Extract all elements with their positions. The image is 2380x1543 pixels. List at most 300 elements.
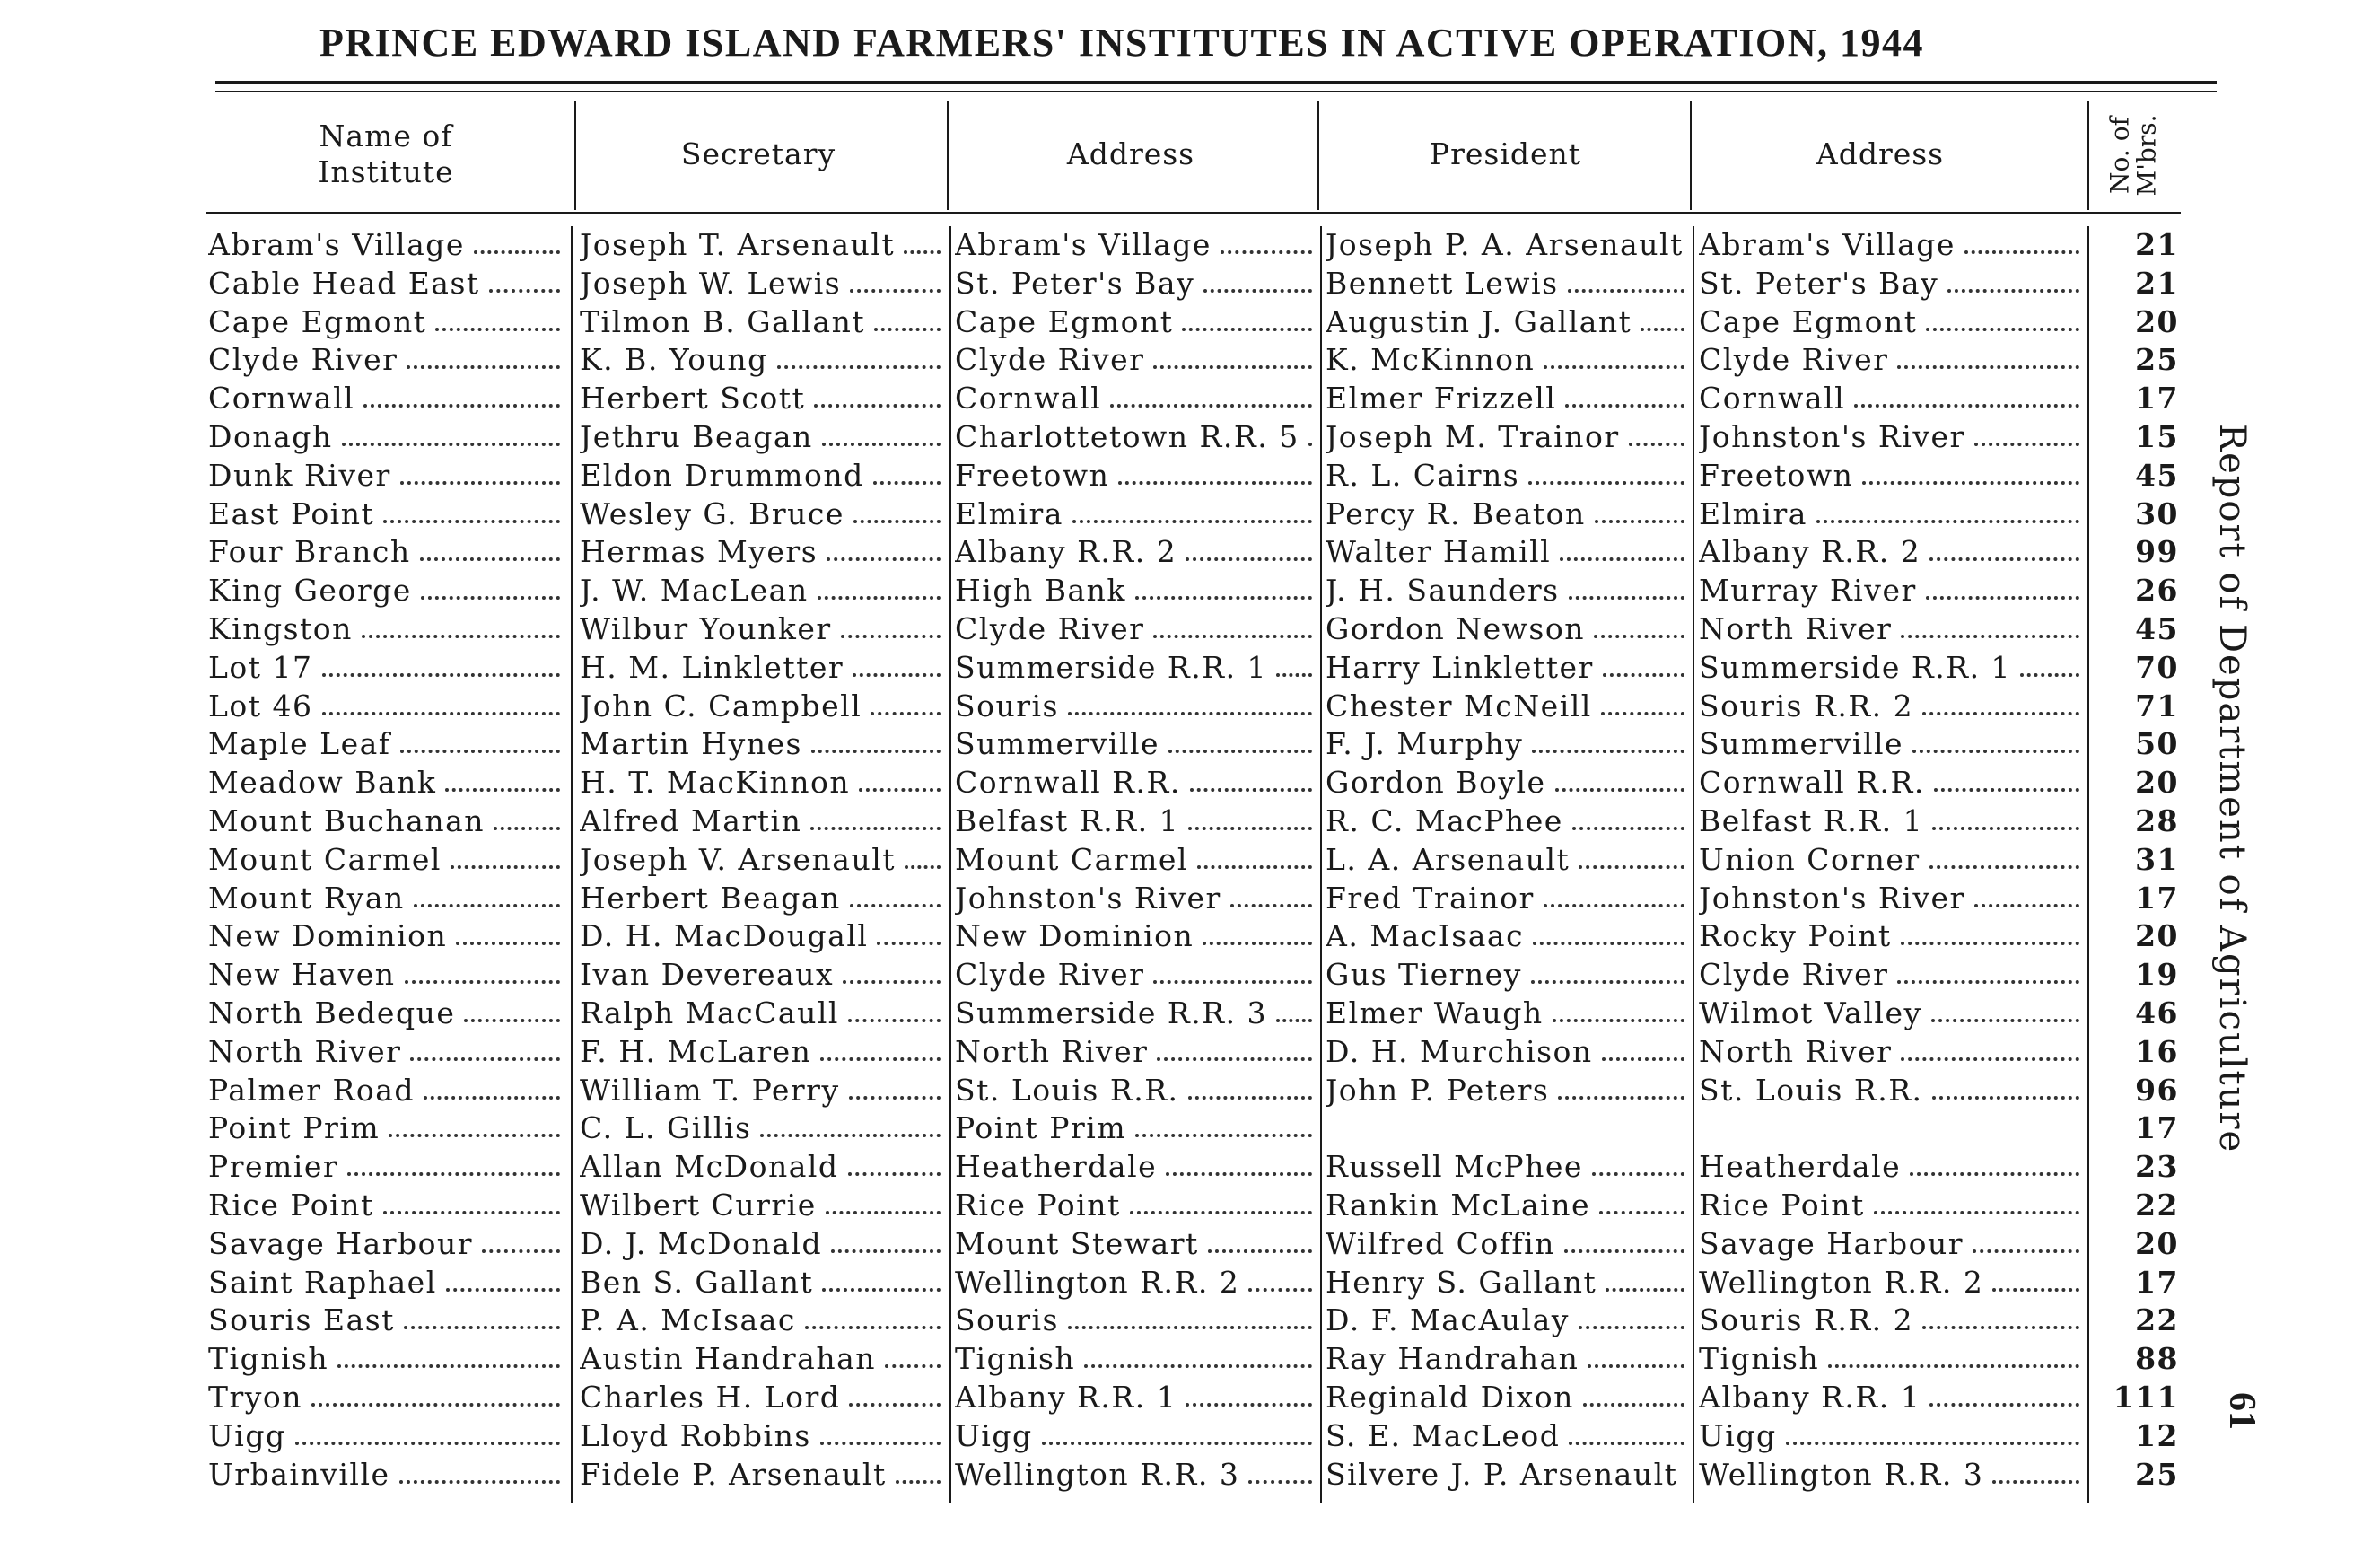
cell-secretary bbox=[580, 1456, 946, 1494]
cell-president-text: Gus Tierney bbox=[1326, 957, 1522, 993]
cell-president-address bbox=[1699, 380, 2085, 417]
table-row bbox=[0, 265, 2380, 303]
leader-dots bbox=[383, 1211, 560, 1214]
cell-president-text: R. C. MacPhee bbox=[1326, 802, 1563, 838]
leader-dots bbox=[843, 980, 941, 984]
leader-dots bbox=[1203, 942, 1312, 945]
cell-secretary-address-text: Clyde River bbox=[955, 342, 1145, 378]
table-row bbox=[0, 1264, 2380, 1302]
leader-dots bbox=[1901, 1057, 2079, 1061]
cell-president-address bbox=[1699, 1417, 2085, 1455]
cell-secretary-text: William T. Perry bbox=[580, 1072, 840, 1108]
header-secretary-address: Address bbox=[1066, 136, 1195, 171]
cell-institute bbox=[208, 1109, 565, 1147]
cell-president-text: Chester McNeill bbox=[1326, 688, 1592, 723]
cell-institute-text: Abram's Village bbox=[208, 227, 465, 262]
cell-members: 71 bbox=[2135, 688, 2179, 723]
cell-president-text: Silvere J. P. Arsenault bbox=[1326, 1456, 1678, 1492]
leader-dots bbox=[1926, 328, 2079, 331]
cell-secretary bbox=[580, 1379, 946, 1416]
cell-president-address bbox=[1699, 1379, 2085, 1416]
cell-president bbox=[1326, 995, 1690, 1032]
cell-president-text: Joseph M. Trainor bbox=[1326, 418, 1620, 454]
cell-president-address bbox=[1699, 1456, 2085, 1494]
cell-secretary bbox=[580, 1072, 946, 1109]
cell-secretary-address bbox=[955, 572, 1317, 609]
cell-institute bbox=[208, 226, 565, 264]
leader-dots bbox=[1203, 289, 1312, 293]
cell-president-address-text: Cape Egmont bbox=[1699, 303, 1918, 339]
cell-secretary-address-text: Point Prim bbox=[955, 1110, 1127, 1146]
leader-dots bbox=[1974, 443, 2079, 446]
leader-dots bbox=[841, 635, 941, 638]
cell-secretary-address-text: Mount Stewart bbox=[955, 1225, 1199, 1261]
cell-secretary-address bbox=[955, 880, 1317, 917]
cell-institute bbox=[208, 1225, 565, 1263]
leader-dots bbox=[822, 443, 941, 446]
cell-secretary-address bbox=[955, 1456, 1317, 1494]
leader-dots bbox=[1166, 1172, 1312, 1176]
institutes-table bbox=[0, 226, 2380, 1494]
cell-members: 21 bbox=[2135, 265, 2179, 301]
leader-dots bbox=[1929, 557, 2079, 561]
cell-president-text: Percy R. Beaton bbox=[1326, 495, 1586, 531]
leader-dots bbox=[1579, 865, 1684, 869]
leader-dots bbox=[1947, 289, 2079, 293]
cell-secretary-address-text: New Dominion bbox=[955, 918, 1194, 954]
cell-president-address-text: Rocky Point bbox=[1699, 918, 1892, 954]
cell-institute bbox=[208, 995, 565, 1032]
table-row bbox=[0, 802, 2380, 841]
cell-president-address-text: Belfast R.R. 1 bbox=[1699, 802, 1924, 838]
cell-president-address-text: Rice Point bbox=[1699, 1187, 1865, 1223]
cell-institute bbox=[208, 802, 565, 840]
cell-secretary-address-text: Souris bbox=[955, 1302, 1059, 1338]
table-row bbox=[0, 1302, 2380, 1340]
leader-dots bbox=[1564, 1249, 1684, 1253]
cell-institute bbox=[208, 380, 565, 417]
cell-president-address-text: Albany R.R. 2 bbox=[1699, 534, 1921, 570]
leader-dots bbox=[1929, 865, 2079, 869]
cell-institute bbox=[208, 1072, 565, 1109]
cell-secretary-address-text: North River bbox=[955, 1033, 1149, 1069]
cell-members: 17 bbox=[2135, 880, 2179, 916]
cell-president-address bbox=[1699, 1340, 2085, 1378]
cell-secretary-text: Eldon Drummond bbox=[580, 457, 864, 493]
cell-institute-text: Premier bbox=[208, 1149, 339, 1185]
cell-president bbox=[1326, 495, 1690, 533]
cell-president bbox=[1326, 610, 1690, 648]
cell-members: 22 bbox=[2135, 1302, 2179, 1338]
cell-members: 17 bbox=[2135, 381, 2179, 416]
cell-secretary bbox=[580, 380, 946, 417]
leader-dots bbox=[1084, 1364, 1312, 1368]
cell-members: 70 bbox=[2135, 649, 2179, 685]
cell-institute bbox=[208, 265, 565, 302]
cell-institute-text: Kingston bbox=[208, 610, 353, 646]
cell-president-address bbox=[1699, 880, 2085, 917]
leader-dots bbox=[1901, 942, 2079, 945]
cell-president-address bbox=[1699, 1225, 2085, 1263]
cell-president bbox=[1326, 917, 1690, 955]
cell-secretary-address-text: Cornwall R.R. bbox=[955, 765, 1181, 801]
cell-institute-text: Four Branch bbox=[208, 534, 411, 570]
cell-institute bbox=[208, 649, 565, 687]
cell-secretary-text: P. A. McIsaac bbox=[580, 1302, 796, 1338]
cell-president-text: Gordon Newson bbox=[1326, 610, 1585, 646]
table-row bbox=[0, 1456, 2380, 1495]
cell-institute bbox=[208, 341, 565, 379]
cell-president bbox=[1326, 649, 1690, 687]
leader-dots bbox=[1862, 481, 2079, 485]
cell-president-address bbox=[1699, 303, 2085, 341]
leader-dots bbox=[1606, 1288, 1684, 1292]
cell-institute bbox=[208, 1302, 565, 1339]
leader-dots bbox=[818, 596, 941, 600]
leader-dots bbox=[1135, 596, 1312, 600]
leader-dots bbox=[424, 1096, 560, 1100]
cell-president-address-text: Heatherdale bbox=[1699, 1149, 1902, 1185]
cell-president-address-text: North River bbox=[1699, 610, 1893, 646]
cell-secretary-address-text: Abram's Village bbox=[955, 227, 1212, 262]
table-row bbox=[0, 380, 2380, 418]
cell-secretary-text: H. M. Linkletter bbox=[580, 649, 844, 685]
cell-secretary-address bbox=[955, 457, 1317, 495]
cell-president bbox=[1326, 880, 1690, 917]
leader-dots bbox=[871, 712, 941, 715]
cell-president-address-text: North River bbox=[1699, 1033, 1893, 1069]
leader-dots bbox=[1544, 365, 1684, 369]
leader-dots bbox=[849, 1403, 941, 1407]
leader-dots bbox=[831, 1249, 941, 1253]
leader-dots bbox=[848, 1172, 941, 1176]
leader-dots bbox=[1118, 481, 1312, 485]
cell-institute bbox=[208, 841, 565, 879]
cell-president-address-text: Abram's Village bbox=[1699, 227, 1956, 262]
cell-president-address bbox=[1699, 841, 2085, 879]
cell-secretary-text: Austin Handrahan bbox=[580, 1341, 877, 1377]
cell-president-address-text: Summerville bbox=[1699, 726, 1904, 762]
cell-secretary bbox=[580, 802, 946, 840]
leader-dots bbox=[1992, 1288, 2079, 1292]
leader-dots bbox=[322, 712, 560, 715]
table-row bbox=[0, 841, 2380, 880]
leader-dots bbox=[1583, 1403, 1684, 1407]
table-row bbox=[0, 1072, 2380, 1110]
cell-institute-text: Maple Leaf bbox=[208, 726, 391, 762]
leader-dots bbox=[1786, 1442, 2079, 1445]
leader-dots bbox=[1182, 328, 1312, 331]
leader-dots bbox=[474, 250, 560, 254]
leader-dots bbox=[810, 827, 941, 830]
cell-members: 20 bbox=[2135, 1225, 2179, 1261]
cell-president bbox=[1326, 1109, 1690, 1147]
cell-president bbox=[1326, 1340, 1690, 1378]
cell-president-address bbox=[1699, 265, 2085, 302]
cell-president bbox=[1326, 1417, 1690, 1455]
leader-dots bbox=[1828, 1364, 2079, 1368]
leader-dots bbox=[1569, 596, 1684, 600]
leader-dots bbox=[1221, 250, 1312, 254]
cell-secretary-address bbox=[955, 725, 1317, 763]
cell-secretary-address bbox=[955, 495, 1317, 533]
cell-secretary bbox=[580, 457, 946, 495]
cell-president-text: Ray Handrahan bbox=[1326, 1341, 1579, 1377]
leader-dots bbox=[1931, 1019, 2079, 1022]
cell-president-text: Reginald Dixon bbox=[1326, 1379, 1574, 1415]
leader-dots bbox=[853, 520, 941, 523]
cell-president-address-text: Wellington R.R. 2 bbox=[1699, 1264, 1984, 1300]
cell-institute bbox=[208, 956, 565, 994]
leader-dots bbox=[1568, 289, 1684, 293]
leader-dots bbox=[1555, 788, 1684, 792]
cell-president bbox=[1326, 533, 1690, 571]
leader-dots bbox=[1186, 557, 1312, 561]
cell-president-address bbox=[1699, 1302, 2085, 1339]
leader-dots bbox=[1601, 712, 1684, 715]
leader-dots bbox=[400, 481, 560, 485]
leader-dots bbox=[494, 827, 560, 830]
cell-secretary-address bbox=[955, 1109, 1317, 1147]
leader-dots bbox=[1588, 1364, 1684, 1368]
leader-dots bbox=[1153, 635, 1312, 638]
cell-secretary-text: Ralph MacCaull bbox=[580, 995, 839, 1030]
leader-dots bbox=[1042, 1442, 1312, 1445]
cell-members: 17 bbox=[2135, 1264, 2179, 1300]
cell-secretary-address bbox=[955, 1302, 1317, 1339]
header-president-address: Address bbox=[1816, 136, 1945, 171]
header-president: President bbox=[1429, 136, 1582, 171]
leader-dots bbox=[1110, 404, 1312, 408]
leader-dots bbox=[1599, 1211, 1684, 1214]
cell-president-address bbox=[1699, 917, 2085, 955]
cell-secretary bbox=[580, 265, 946, 302]
header-divider bbox=[574, 101, 576, 210]
cell-members: 17 bbox=[2135, 1110, 2179, 1146]
leader-dots bbox=[383, 520, 560, 523]
leader-dots bbox=[1188, 827, 1312, 830]
cell-institute bbox=[208, 533, 565, 571]
cell-institute bbox=[208, 688, 565, 725]
cell-president-address bbox=[1699, 495, 2085, 533]
leader-dots bbox=[404, 1326, 560, 1329]
table-row bbox=[0, 572, 2380, 610]
leader-dots bbox=[451, 865, 560, 869]
cell-secretary-text: Herbert Scott bbox=[580, 381, 806, 416]
leader-dots bbox=[1579, 1326, 1684, 1329]
cell-members: 20 bbox=[2135, 765, 2179, 801]
cell-secretary-text: H. T. MacKinnon bbox=[580, 765, 851, 801]
cell-secretary-text: Alfred Martin bbox=[580, 802, 802, 838]
cell-president-text: Harry Linkletter bbox=[1326, 649, 1594, 685]
cell-institute bbox=[208, 303, 565, 341]
leader-dots bbox=[1910, 1172, 2079, 1176]
cell-secretary bbox=[580, 1109, 946, 1147]
cell-secretary-address-text: Charlottetown R.R. 5 bbox=[955, 418, 1299, 454]
leader-dots bbox=[1912, 750, 2079, 753]
cell-secretary-text: Wilbur Younker bbox=[580, 610, 832, 646]
leader-dots bbox=[1248, 1480, 1312, 1484]
cell-president-text: A. MacIsaac bbox=[1326, 918, 1525, 954]
cell-members: 30 bbox=[2135, 495, 2179, 531]
cell-institute-text: Urbainville bbox=[208, 1456, 390, 1492]
cell-president-address-text: Cornwall bbox=[1699, 381, 1846, 416]
leader-dots bbox=[859, 788, 941, 792]
leader-dots bbox=[1230, 904, 1312, 907]
leader-dots bbox=[1641, 328, 1684, 331]
cell-secretary-text: K. B. Young bbox=[580, 342, 768, 378]
cell-members: 21 bbox=[2135, 227, 2179, 262]
cell-secretary-address bbox=[955, 380, 1317, 417]
cell-secretary-text: Fidele P. Arsenault bbox=[580, 1456, 887, 1492]
cell-president-text: Augustin J. Gallant bbox=[1326, 303, 1632, 339]
cell-members: 16 bbox=[2135, 1033, 2179, 1069]
cell-president-address bbox=[1699, 457, 2085, 495]
leader-dots bbox=[347, 1172, 560, 1176]
cell-institute-text: Cornwall bbox=[208, 381, 355, 416]
cell-secretary-address-text: Clyde River bbox=[955, 610, 1145, 646]
cell-secretary-address bbox=[955, 1187, 1317, 1224]
cell-institute-text: Savage Harbour bbox=[208, 1225, 473, 1261]
cell-secretary bbox=[580, 1033, 946, 1071]
leader-dots bbox=[1592, 1172, 1684, 1176]
leader-dots bbox=[445, 788, 560, 792]
cell-members: 45 bbox=[2135, 457, 2179, 493]
cell-secretary bbox=[580, 533, 946, 571]
cell-institute-text: Dunk River bbox=[208, 457, 391, 493]
leader-dots bbox=[1816, 520, 2079, 523]
leader-dots bbox=[342, 443, 560, 446]
leader-dots bbox=[1560, 557, 1684, 561]
cell-secretary-text: Charles H. Lord bbox=[580, 1379, 841, 1415]
leader-dots bbox=[1874, 1211, 2079, 1214]
side-running-title: Report of Department of Agriculture bbox=[2211, 424, 2253, 1154]
leader-dots bbox=[1603, 673, 1684, 677]
leader-dots bbox=[295, 1442, 560, 1445]
leader-dots bbox=[1276, 1019, 1312, 1022]
table-row bbox=[0, 764, 2380, 802]
leader-dots bbox=[873, 481, 941, 485]
table-row bbox=[0, 917, 2380, 956]
cell-president-address-text: St. Peter's Bay bbox=[1699, 265, 1939, 301]
header-institute: Name of Institute bbox=[318, 118, 454, 189]
leader-dots bbox=[456, 942, 560, 945]
cell-institute bbox=[208, 1033, 565, 1071]
cell-institute-text: Donagh bbox=[208, 418, 333, 454]
leader-dots bbox=[2020, 673, 2079, 677]
leader-dots bbox=[1901, 635, 2079, 638]
cell-secretary-address bbox=[955, 802, 1317, 840]
leader-dots bbox=[363, 404, 560, 408]
cell-secretary-address bbox=[955, 917, 1317, 955]
header-divider bbox=[2087, 101, 2089, 210]
cell-president-text: Joseph P. A. Arsenault bbox=[1326, 227, 1684, 262]
cell-institute-text: North Bedeque bbox=[208, 995, 456, 1030]
cell-secretary-address-text: Summerside R.R. 3 bbox=[955, 995, 1268, 1030]
cell-secretary-text: Joseph V. Arsenault bbox=[580, 841, 897, 877]
cell-president bbox=[1326, 1225, 1690, 1263]
leader-dots bbox=[1068, 712, 1312, 715]
cell-institute-text: Mount Ryan bbox=[208, 880, 405, 916]
table-row bbox=[0, 1033, 2380, 1072]
cell-members: 99 bbox=[2135, 534, 2179, 570]
cell-secretary-text: Herbert Beagan bbox=[580, 880, 841, 916]
cell-secretary bbox=[580, 572, 946, 609]
leader-dots bbox=[1157, 1057, 1312, 1061]
cell-president bbox=[1326, 1187, 1690, 1224]
cell-institute-text: Uigg bbox=[208, 1417, 286, 1453]
cell-institute-text: North River bbox=[208, 1033, 402, 1069]
cell-secretary bbox=[580, 1417, 946, 1455]
cell-members: 20 bbox=[2135, 303, 2179, 339]
table-row bbox=[0, 1148, 2380, 1187]
cell-secretary bbox=[580, 1264, 946, 1302]
title-rule-thin bbox=[215, 91, 2217, 92]
cell-president-address-text: Clyde River bbox=[1699, 957, 1889, 993]
cell-institute bbox=[208, 880, 565, 917]
cell-secretary-text: D. H. MacDougall bbox=[580, 918, 869, 954]
cell-institute-text: Tignish bbox=[208, 1341, 329, 1377]
cell-president-address bbox=[1699, 572, 2085, 609]
cell-president-text: D. H. Murchison bbox=[1326, 1033, 1593, 1069]
cell-president-text: R. L. Cairns bbox=[1326, 457, 1520, 493]
cell-institute bbox=[208, 1187, 565, 1224]
leader-dots bbox=[850, 289, 941, 293]
cell-secretary bbox=[580, 341, 946, 379]
cell-secretary-text: J. W. MacLean bbox=[580, 573, 809, 609]
leader-dots bbox=[896, 1480, 941, 1484]
cell-president-text: Elmer Frizzell bbox=[1326, 381, 1557, 416]
cell-secretary bbox=[580, 917, 946, 955]
leader-dots bbox=[464, 1019, 560, 1022]
table-row bbox=[0, 995, 2380, 1033]
leader-dots bbox=[1553, 1019, 1684, 1022]
leader-dots bbox=[410, 1057, 560, 1061]
leader-dots bbox=[885, 1364, 941, 1368]
cell-secretary-text: Hermas Myers bbox=[580, 534, 818, 570]
cell-secretary-address-text: High Bank bbox=[955, 573, 1126, 609]
cell-secretary-address-text: Albany R.R. 1 bbox=[955, 1379, 1177, 1415]
cell-president-address-text: Tignish bbox=[1699, 1341, 1820, 1377]
leader-dots bbox=[820, 1442, 941, 1445]
table-row bbox=[0, 688, 2380, 726]
leader-dots bbox=[1276, 673, 1312, 677]
leader-dots bbox=[1926, 596, 2079, 600]
cell-secretary-address-text: St. Louis R.R. bbox=[955, 1072, 1179, 1108]
cell-secretary-address bbox=[955, 533, 1317, 571]
cell-secretary-address-text: Albany R.R. 2 bbox=[955, 534, 1177, 570]
cell-secretary-address-text: Souris bbox=[955, 688, 1059, 723]
cell-president-address-text: Union Corner bbox=[1699, 841, 1921, 877]
cell-institute-text: Cape Egmont bbox=[208, 303, 427, 339]
table-row bbox=[0, 610, 2380, 649]
cell-secretary bbox=[580, 956, 946, 994]
table-row bbox=[0, 880, 2380, 918]
cell-president bbox=[1326, 380, 1690, 417]
cell-secretary-address-text: Belfast R.R. 1 bbox=[955, 802, 1180, 838]
leader-dots bbox=[1992, 1480, 2079, 1484]
leader-dots bbox=[827, 557, 941, 561]
header-divider bbox=[1317, 101, 1319, 210]
cell-secretary bbox=[580, 841, 946, 879]
cell-secretary bbox=[580, 880, 946, 917]
cell-secretary-address bbox=[955, 1340, 1317, 1378]
leader-dots bbox=[407, 365, 560, 369]
cell-secretary-address bbox=[955, 841, 1317, 879]
cell-president-address bbox=[1699, 226, 2085, 264]
cell-president-address-text: Wellington R.R. 3 bbox=[1699, 1456, 1984, 1492]
cell-president bbox=[1326, 688, 1690, 725]
